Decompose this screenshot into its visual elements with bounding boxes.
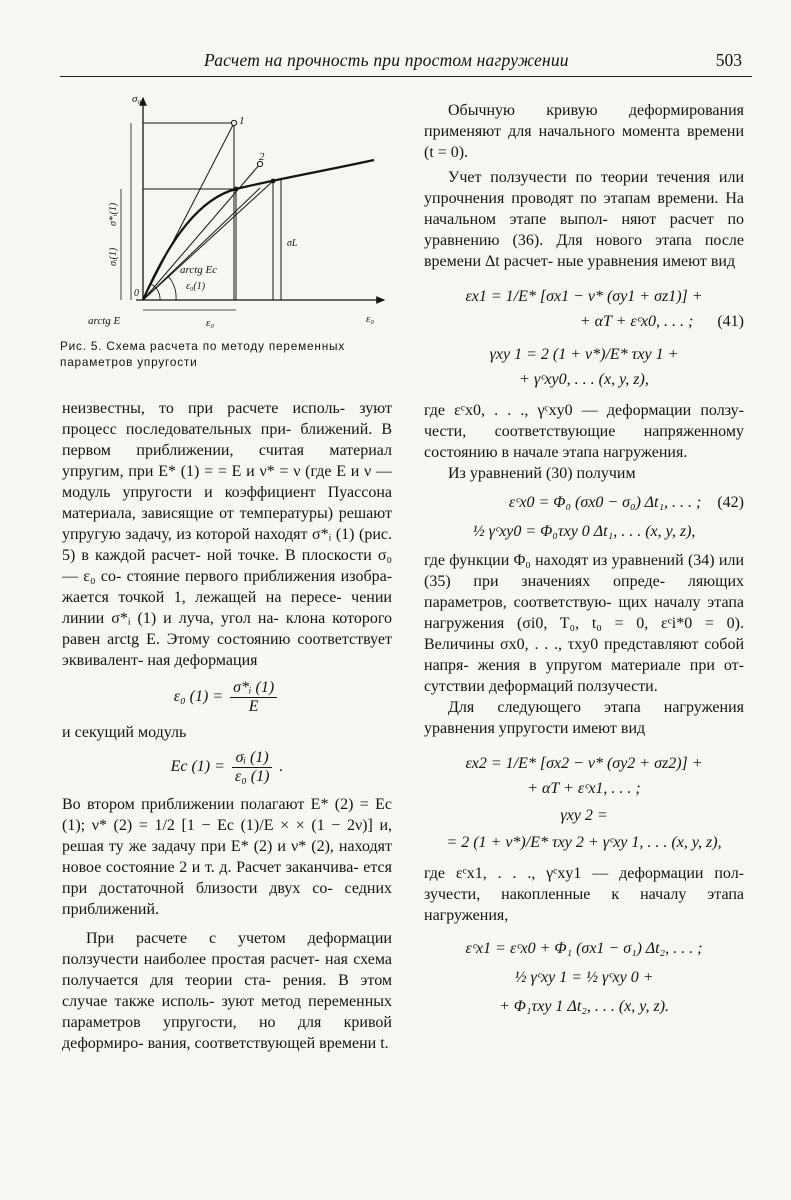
equation-eps01: ε₀ (1) = $\frac{\text{σ*ᵢ (1)}}{E}$ <box>62 679 392 716</box>
equation-44a: εᶜx1 = εᶜx0 + Φ₁ (σx1 − σ₁) Δt₂, . . . ; <box>465 940 703 957</box>
left-paragraph-3: При расчете с учетом деформации ползучести наиболее простая расчет- ная схема получается для теории ста- рения. В этом случае также исполь- зуют метод переменных параметров упругости, но для кривой деформиро- вания, соответствующей времени t. <box>62 930 393 1052</box>
deformation-curve <box>143 160 374 300</box>
label-sigma-i: σᵢ(1) <box>108 247 119 266</box>
running-title: Расчет на прочность при простом нагружении <box>204 50 569 70</box>
label-x-axis: ε₀ <box>366 313 375 325</box>
equation-42a: εᶜx0 = Φ₀ (σx0 − σ₀) Δt₁, . . . ; (42) <box>508 494 744 511</box>
right-paragraph-2: Учет ползучести по теории течения или упрочнения проводят по этапам времени. На начальном этапе выпол- няют расчет по уравнению (36). Для нового этапа после времени Δt расчет- ные уравнения имеют вид <box>424 169 745 270</box>
ray-arctg-Ec2 <box>143 181 273 300</box>
equation-43c: γxy 2 = <box>560 807 608 824</box>
right-paragraph-4: Из уравнений (30) получим <box>448 465 636 482</box>
running-header <box>60 46 752 77</box>
label-sigma-star: σ*ᵢ(1) <box>108 202 119 226</box>
right-paragraph-5: где функции Φ₀ находят из уравнений (34) или (35) при значениях опреде- ляющих параметров, соответствую- щих началу этапа нагружения (σi0, T₀, t₀ = 0, εᶜi*0 = 0). Величины σx0, . . ., τxy0 представляют собой напря- жения в упругом материале при от- сутствии деформаций ползучести. <box>424 552 745 695</box>
figure-caption: Рис. 5. Схема расчета по методу переменных параметров упругости <box>60 339 346 369</box>
label-point2: 2 <box>259 151 265 163</box>
right-paragraph-3: где εᶜx0, . . ., γᶜxy0 — деформации ползу- чести, соответствующие напряженному состоянию в начале этапа нагружения. <box>424 402 744 461</box>
label-origin: 0 <box>134 288 139 299</box>
right-paragraph-6: Для следующего этапа нагружения уравнения упругости имеют вид <box>424 699 744 737</box>
right-column <box>424 100 744 1021</box>
label-y-axis: σ₀ <box>132 93 142 105</box>
page-number: 503 <box>715 50 742 70</box>
equation-43d: = 2 (1 + ν*)/E* τxy 2 + γᶜxy 1, . . . (x, y, z), <box>446 834 722 851</box>
equation-Ec1: Ec (1) = $\frac{\text{σᵢ (1)}}{\text{ε₀ (1)}}$ . <box>170 749 284 785</box>
point-1 <box>231 120 236 125</box>
secant-modulus-text: и секущий модуль <box>62 724 187 741</box>
label-eps01: ε₀(1) <box>186 281 206 292</box>
equation-41c: γxy 1 = 2 (1 + ν*)/E* τxy 1 + <box>489 346 679 363</box>
point-curve-2 <box>271 179 276 184</box>
left-column <box>62 398 392 1054</box>
figure-5 <box>76 86 396 334</box>
label-sigma-L: σL <box>287 238 298 249</box>
equation-44b: ½ γᶜxy 1 = ½ γᶜxy 0 + <box>514 969 654 986</box>
label-point1: 1 <box>239 115 245 127</box>
arc-arctg-Ec <box>168 276 176 300</box>
right-paragraph-1: Обычную кривую деформирования применяют для начального момента времени (t = 0). <box>424 102 745 161</box>
right-paragraph-7: где εᶜx1, . . ., γᶜxy1 — деформации пол- зучести, накопленные к началу этапа нагружения, <box>424 865 744 924</box>
label-arctg-E: arctg E <box>88 315 121 327</box>
equation-44c: + Φ₁τxy 1 Δt₂, . . . (x, y, z). <box>498 998 670 1015</box>
point-curve <box>234 187 239 192</box>
label-eps0: ε₀ <box>206 317 215 329</box>
equation-41b: + αT + εᶜx0, . . . ; (41) <box>579 313 744 330</box>
left-paragraph-2: Во втором приближении полагают E* (2) = Ec (1); ν* (2) = 1/2 [1 − Ec (1)/E × × (1 − 2ν)] и, решая ту же задачу при E* (2) и ν* (2), находят новое состояние 2 и т. д. Расчет заканчива- ется при достаточной близости двух со- седних приближений. <box>62 796 393 918</box>
equation-43a: εx2 = 1/E* [σx2 − ν* (σy2 + σz2)] + <box>465 755 703 772</box>
equation-41d: + γᶜxy0, . . . (x, y, z), <box>519 371 649 388</box>
ray-point2 <box>143 164 260 300</box>
label-arctg-Ec: arctg Ec <box>180 264 218 276</box>
left-paragraph-1: неизвестны, то при расчете исполь- зуют процесс последовательных при- ближений. В первом приближении, считая материал упругим, при E* (1) = = E и ν* = ν (где E и ν — модуль упругости и коэффициент Пуассона материала, зависящие от температуры) решают упругую задачу, из которой находят σ*ᵢ (1) (рис. 5) в каждой расчет- ной точке. В плоскости σ₀ — ε₀ со- стояние первого приближения изобра- жается точкой 1, лежащей на пересе- чении линии σ*ᵢ (1) и луча, угол на- клона которого равен arctg E. Этому состоянию соответствует эквивалент- ная деформация <box>62 400 393 669</box>
equation-43b: + αT + εᶜx1, . . . ; <box>527 780 641 797</box>
equation-42b: ½ γᶜxy0 = Φ₀τxy 0 Δt₁, . . . (x, y, z), <box>472 523 696 540</box>
equation-41a: εx1 = 1/E* [σx1 − ν* (σy1 + σz1)] + <box>465 288 703 305</box>
